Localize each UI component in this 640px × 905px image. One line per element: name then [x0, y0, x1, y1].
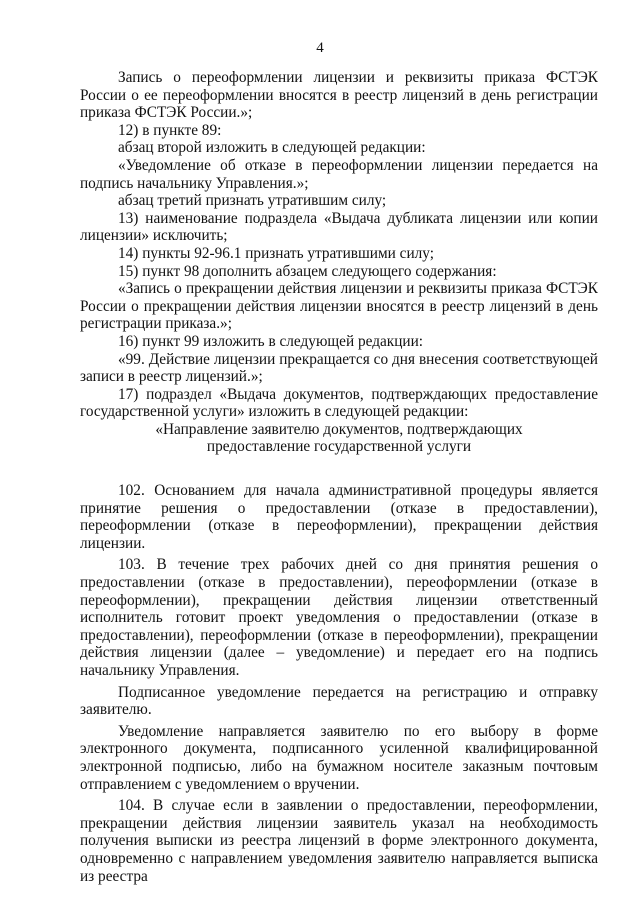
- paragraph: «Запись о прекращении действия лицензии и реквизиты приказа ФСТЭК России о прекращении действия лицензии вносятся в реестр лицензий в день регистрации приказа.»;: [80, 280, 598, 333]
- paragraph: 102. Основанием для начала административной процедуры является принятие решения о предоставлении (отказе в предоставлении), переоформлении (отказе в переоформлении), прекращении действия лицензии.: [80, 482, 598, 552]
- paragraph: абзац третий признать утратившим силу;: [118, 192, 387, 210]
- paragraph: Запись о переоформлении лицензии и реквизиты приказа ФСТЭК России о ее переоформлении вносятся в реестр лицензий в день регистрации приказа ФСТЭК России.»;: [80, 69, 598, 122]
- paragraph: 17) подраздел «Выдача документов, подтверждающих предоставление государственной услуги» изложить в следующей редакции:: [80, 385, 598, 421]
- subsection-heading-line-1: «Направление заявителю документов, подтверждающих: [155, 420, 523, 438]
- paragraph: абзац второй изложить в следующей редакции:: [118, 139, 426, 157]
- paragraph: 13) наименование подраздела «Выдача дубликата лицензии или копии лицензии» исключить;: [80, 209, 598, 245]
- paragraph: 104. В случае если в заявлении о предоставлении, переоформлении, прекращении действия лицензии заявитель указал на необходимость получения выписки из реестра лицензий в форме электронного документа, одновременно с направлением уведомления заявителю направляется выписка из реестра: [80, 797, 598, 885]
- paragraph: 12) в пункте 89:: [118, 121, 222, 139]
- paragraph: «99. Действие лицензии прекращается со дня внесения соответствующей записи в реестр лицензий.»;: [80, 350, 598, 386]
- paragraph: «Уведомление об отказе в переоформлении лицензии передается на подпись начальнику Управления.»;: [80, 156, 598, 192]
- paragraph: 16) пункт 99 изложить в следующей редакции:: [118, 332, 424, 350]
- paragraph: 103. В течение трех рабочих дней со дня принятия решения о предоставлении (отказе в предоставлении), переоформлении (отказе в переоформлении), прекращении действия лицензии ответственный исполнитель готовит проект уведомления о предоставлении (отказе в предоставлении), переоформлении (отказе в переоформлении), прекращении действия лицензии (далее – уведомление) и передает его на подпись начальнику Управления.: [80, 556, 598, 679]
- paragraph: Подписанное уведомление передается на регистрацию и отправку заявителю.: [80, 683, 598, 719]
- paragraph: 14) пункты 92-96.1 признать утратившими силу;: [118, 244, 434, 262]
- paragraph: 15) пункт 98 дополнить абзацем следующего содержания:: [118, 262, 497, 280]
- page-number: 4: [316, 40, 324, 56]
- paragraph: Уведомление направляется заявителю по его выбору в форме электронного документа, подписанного усиленной квалифицированной электронной подписью, либо на бумажном носителе заказным почтовым отправлением с уведомлением о вручении.: [80, 722, 598, 793]
- subsection-heading-line-2: предоставление государственной услуги: [206, 438, 472, 456]
- document-body: [80, 69, 598, 885]
